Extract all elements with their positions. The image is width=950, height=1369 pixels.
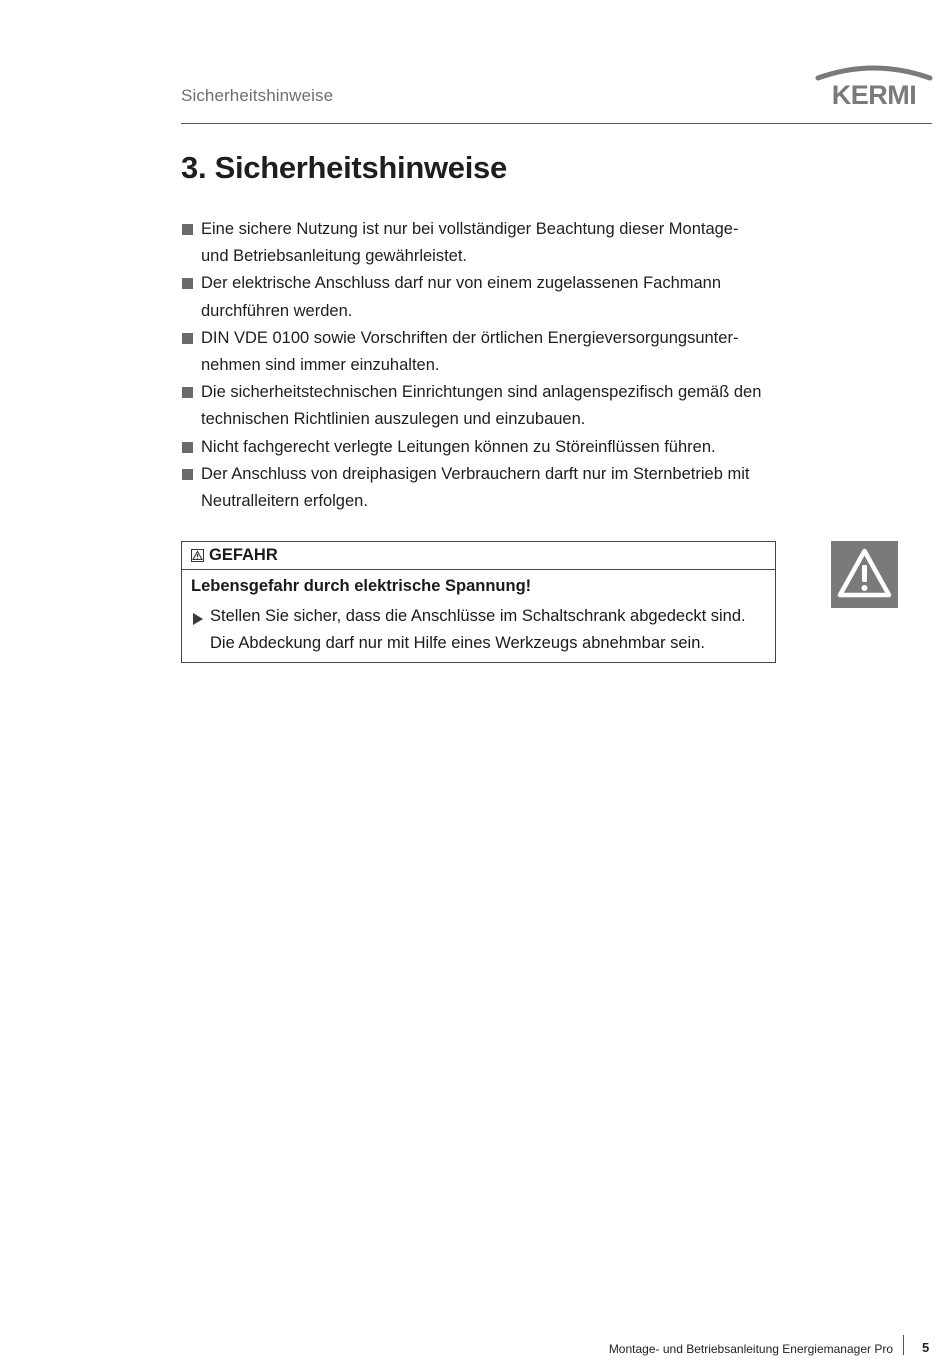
- page-title: 3. Sicherheitshinweise: [181, 150, 507, 185]
- bullet-square-icon: [182, 333, 193, 344]
- list-item: Der elektrische Anschluss darf nur von einem zugelassenen Fachmann durchführen werden.: [181, 270, 781, 324]
- list-item: Die sicherheitstechnischen Einrichtungen sind anlagenspezifisch gemäß den technischen Richtlinien auszulegen und einzubauen.: [181, 379, 781, 433]
- kermi-logo: [814, 62, 934, 106]
- bullet-square-icon: [182, 442, 193, 453]
- danger-instruction: Stellen Sie sicher, dass die Anschlüsse im Schaltschrank abgedeckt sind. Die Abdeckung darf nur mit Hilfe eines Werkzeugs abnehmbar sein.: [182, 597, 775, 657]
- footer-divider: [903, 1335, 904, 1355]
- list-item: Der Anschluss von dreiphasigen Verbrauchern darft nur im Sternbetrieb mit Neutralleitern erfolgen.: [181, 461, 781, 515]
- list-item: Eine sichere Nutzung ist nur bei vollständiger Beachtung dieser Montage- und Betriebsanleitung gewährleistet.: [181, 216, 781, 270]
- bullet-square-icon: [182, 387, 193, 398]
- warning-triangle-icon: [831, 541, 898, 608]
- list-item: DIN VDE 0100 sowie Vorschriften der örtlichen Energieversorgungsunter- nehmen sind immer einzuhalten.: [181, 325, 781, 379]
- bullet-square-icon: [182, 224, 193, 235]
- logo-text: KERMI: [831, 80, 917, 106]
- header-divider: [181, 123, 932, 124]
- footer-document-title: Montage- und Betriebsanleitung Energiemanager Pro: [608, 1342, 893, 1356]
- header-section-title: Sicherheitshinweise: [181, 86, 334, 105]
- safety-list: [181, 216, 781, 515]
- danger-header: [182, 542, 775, 570]
- danger-label: GEFAHR: [209, 546, 278, 564]
- danger-notice: [181, 541, 776, 663]
- arrow-right-icon: [193, 613, 203, 625]
- list-item: Nicht fachgerecht verlegte Leitungen können zu Störeinflüssen führen.: [181, 434, 781, 461]
- warning-small-icon: [191, 549, 204, 562]
- danger-heading: Lebensgefahr durch elektrische Spannung!: [191, 577, 532, 595]
- bullet-square-icon: [182, 278, 193, 289]
- bullet-square-icon: [182, 469, 193, 480]
- page-number: 5: [922, 1340, 930, 1355]
